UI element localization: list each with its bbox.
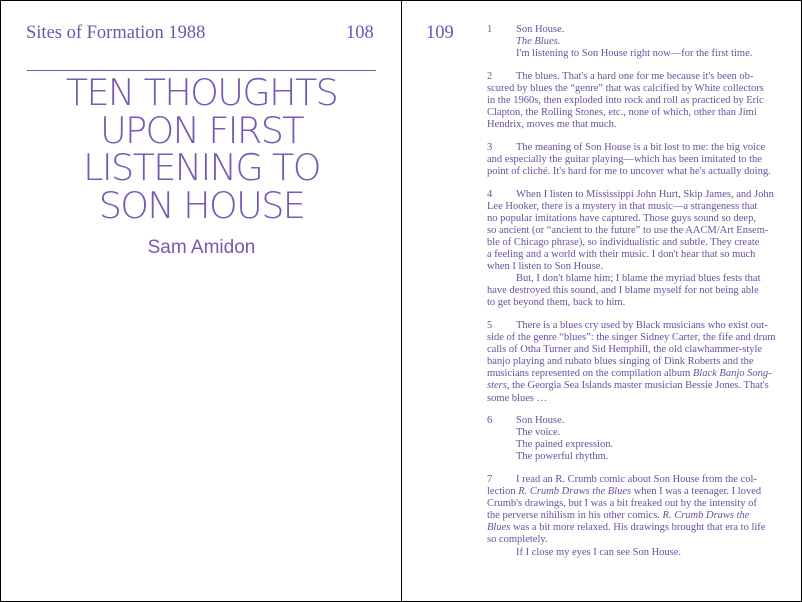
text-line: The blues. That's a hard one for me because it's been ob- xyxy=(516,70,754,82)
text-line: no popular imitations have captured. Those guys sound so deep, xyxy=(487,212,756,224)
thought-number: 6 xyxy=(487,415,493,427)
text-line: lection xyxy=(487,486,516,498)
page-number-left: 108 xyxy=(346,23,374,43)
text-line: so completely. xyxy=(487,534,548,546)
title-line: UPON FIRST xyxy=(100,108,303,152)
text-line: scured by blues the “genre” that was calcified by White collectors xyxy=(487,82,764,94)
text-line: Crumb's drawings, but I was a bit freaked out by the intensity of xyxy=(487,498,757,510)
chapter-title xyxy=(27,71,376,227)
album-title: Black Banjo Song- xyxy=(692,368,772,380)
text-line: calls of Otha Turner and Sid Hemphill, the old clawhammer-style xyxy=(487,344,763,356)
album-title: sters xyxy=(487,380,507,392)
text-line: when I listen to Son House. xyxy=(487,261,604,273)
text-line: side of the genre “blues”: the singer Sidney Carter, the fife and drum xyxy=(487,332,776,344)
text-line: When I listen to Mississippi John Hurt, Skip James, and John xyxy=(516,188,774,200)
text-line: There is a blues cry used by Black musicians who exist out- xyxy=(516,319,768,331)
text-line: and especially the guitar playing—which has been imitated to the xyxy=(487,153,762,165)
thought-number: 5 xyxy=(487,319,493,331)
left-page xyxy=(1,1,401,601)
running-head: Sites of Formation 1988 xyxy=(26,23,206,43)
text-line: some blues … xyxy=(487,392,548,404)
text-line: Clapton, the Rolling Stones, etc., none of which, other than Jimi xyxy=(487,107,757,119)
text-line: banjo playing and rubato blues singing of Dink Roberts and the xyxy=(487,356,754,368)
text-line: I read an R. Crumb comic about Son House from the col- xyxy=(516,474,757,485)
book-title: Blues xyxy=(487,522,511,534)
text-line: when I was a teenager. I loved xyxy=(633,486,762,498)
text-line: The voice. xyxy=(516,427,561,439)
text-line: point of cliché. It's hard for me to uncover what he's actually doing. xyxy=(487,165,771,177)
text-line: , the Georgia Sea Islands master musician Bessie Jones. That's xyxy=(506,380,769,392)
text-line: Son House. xyxy=(516,415,565,427)
text-line: Hendrix, moves me that much. xyxy=(487,119,617,131)
text-line: so ancient (or “ancient to the future” to use the AACM/Art Ensem- xyxy=(487,224,769,236)
thought-6 xyxy=(487,415,778,463)
book-title: R. Crumb Draws the Blues xyxy=(518,486,632,498)
text-line: have destroyed this sound, and I blame myself for not being able xyxy=(487,285,759,297)
thought-4 xyxy=(487,189,778,310)
title-line: SON HOUSE xyxy=(98,183,305,227)
text-line: The pained expression. xyxy=(516,439,614,451)
text-line: If I close my eyes I can see Son House. xyxy=(516,546,682,558)
thought-2 xyxy=(487,71,778,131)
text-line: to get beyond them, back to him. xyxy=(487,297,626,309)
text-line: musicians represented on the compilation album xyxy=(487,368,691,380)
text-line: The powerful rhythm. xyxy=(516,451,609,463)
text-line: I'm listening to Son House right now—for the first time. xyxy=(516,48,753,60)
right-page xyxy=(402,1,801,601)
text-line: Son House. xyxy=(516,24,565,35)
title-line: TEN THOUGHTS xyxy=(65,71,338,114)
thought-number: 3 xyxy=(487,141,493,153)
text-line: The Blues. xyxy=(516,36,561,48)
thought-3 xyxy=(487,142,778,178)
text-line: ble of Chicago phrase), so individualistic and subtle. They create xyxy=(487,236,760,248)
text-line: was a bit more relaxed. His drawings brought that era to life xyxy=(512,522,766,534)
text-line: But, I don't blame him; I blame the myriad blues fests that xyxy=(516,273,761,285)
thought-number: 4 xyxy=(487,188,493,200)
thought-1 xyxy=(487,24,778,60)
title-line: LISTENING TO xyxy=(83,146,320,189)
text-line: in the 1960s, then exploded into rock and roll as practiced by Eric xyxy=(487,94,764,106)
thought-5 xyxy=(487,320,778,405)
thought-7 xyxy=(487,474,778,559)
text-line: the perverse nihilism in his other comics. xyxy=(487,510,660,522)
book-title: R. Crumb Draws the xyxy=(662,510,750,522)
thought-number: 1 xyxy=(487,24,493,35)
text-line: The meaning of Son House is a bit lost to me: the big voice xyxy=(516,141,766,153)
thought-number: 2 xyxy=(487,70,493,82)
page-number-right: 109 xyxy=(426,23,454,43)
text-line: a feeling and a world with their music. I don't hear that so much xyxy=(487,249,756,260)
author-name: Sam Amidon xyxy=(147,237,256,258)
text-line: Lee Hooker, there is a mystery in that music—a strangeness that xyxy=(487,200,758,212)
thought-number: 7 xyxy=(487,474,493,485)
essay-body xyxy=(487,24,778,569)
